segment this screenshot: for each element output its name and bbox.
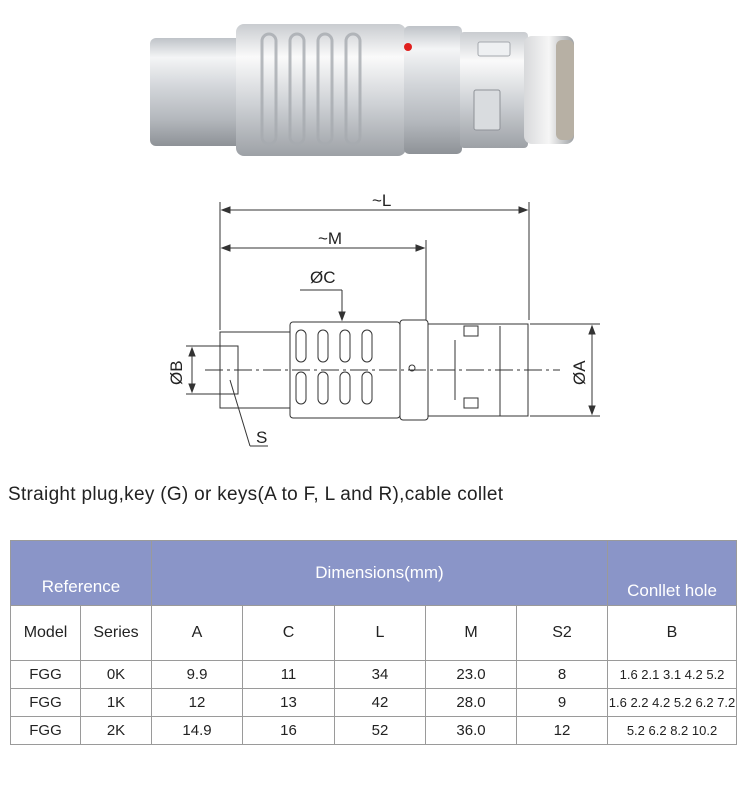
c-cell: 11: [243, 661, 335, 689]
m-cell: 23.0: [426, 661, 517, 689]
a-cell: 9.9: [152, 661, 243, 689]
reference-header: Reference: [11, 541, 152, 606]
c-cell: 13: [243, 689, 335, 717]
model-column-header: Model: [11, 606, 81, 661]
s2-cell: 8: [517, 661, 608, 689]
dim-l-label: ~L: [372, 191, 392, 210]
table-row: [11, 717, 737, 745]
m-cell: 36.0: [426, 717, 517, 745]
dim-b-label: ØB: [167, 360, 186, 385]
model-cell: FGG: [11, 717, 81, 745]
b-cell: 1.6 2.2 4.2 5.2 6.2 7.2: [608, 689, 737, 717]
a-column-header: A: [152, 606, 243, 661]
s2-cell: 12: [517, 717, 608, 745]
dimension-table: [10, 540, 737, 745]
connector-photo: [0, 0, 742, 180]
collet-hole-header: Conllet hole: [608, 541, 737, 606]
s2-cell: 9: [517, 689, 608, 717]
product-caption: Straight plug,key (G) or keys(A to F, L and R),cable collet: [8, 484, 504, 505]
series-cell: 1K: [81, 689, 152, 717]
series-cell: 2K: [81, 717, 152, 745]
m-cell: 28.0: [426, 689, 517, 717]
dim-c-label: ØC: [310, 268, 336, 287]
l-cell: 52: [335, 717, 426, 745]
a-cell: 12: [152, 689, 243, 717]
l-cell: 42: [335, 689, 426, 717]
a-cell: 14.9: [152, 717, 243, 745]
table-row: [11, 661, 737, 689]
model-cell: FGG: [11, 661, 81, 689]
table-row: [11, 689, 737, 717]
b-cell: 5.2 6.2 8.2 10.2: [608, 717, 737, 745]
c-cell: 16: [243, 717, 335, 745]
dimensions-header: Dimensions(mm): [152, 541, 608, 606]
m-column-header: M: [426, 606, 517, 661]
dim-a-label: ØA: [570, 360, 589, 385]
dim-m-label: ~M: [318, 229, 343, 248]
series-column-header: Series: [81, 606, 152, 661]
l-column-header: L: [335, 606, 426, 661]
dim-s-label: S: [256, 428, 268, 447]
model-cell: FGG: [11, 689, 81, 717]
technical-drawing: [0, 180, 742, 470]
c-column-header: C: [243, 606, 335, 661]
b-cell: 1.6 2.1 3.1 4.2 5.2: [608, 661, 737, 689]
b-column-header: B: [608, 606, 737, 661]
s2-column-header: S2: [517, 606, 608, 661]
l-cell: 34: [335, 661, 426, 689]
series-cell: 0K: [81, 661, 152, 689]
